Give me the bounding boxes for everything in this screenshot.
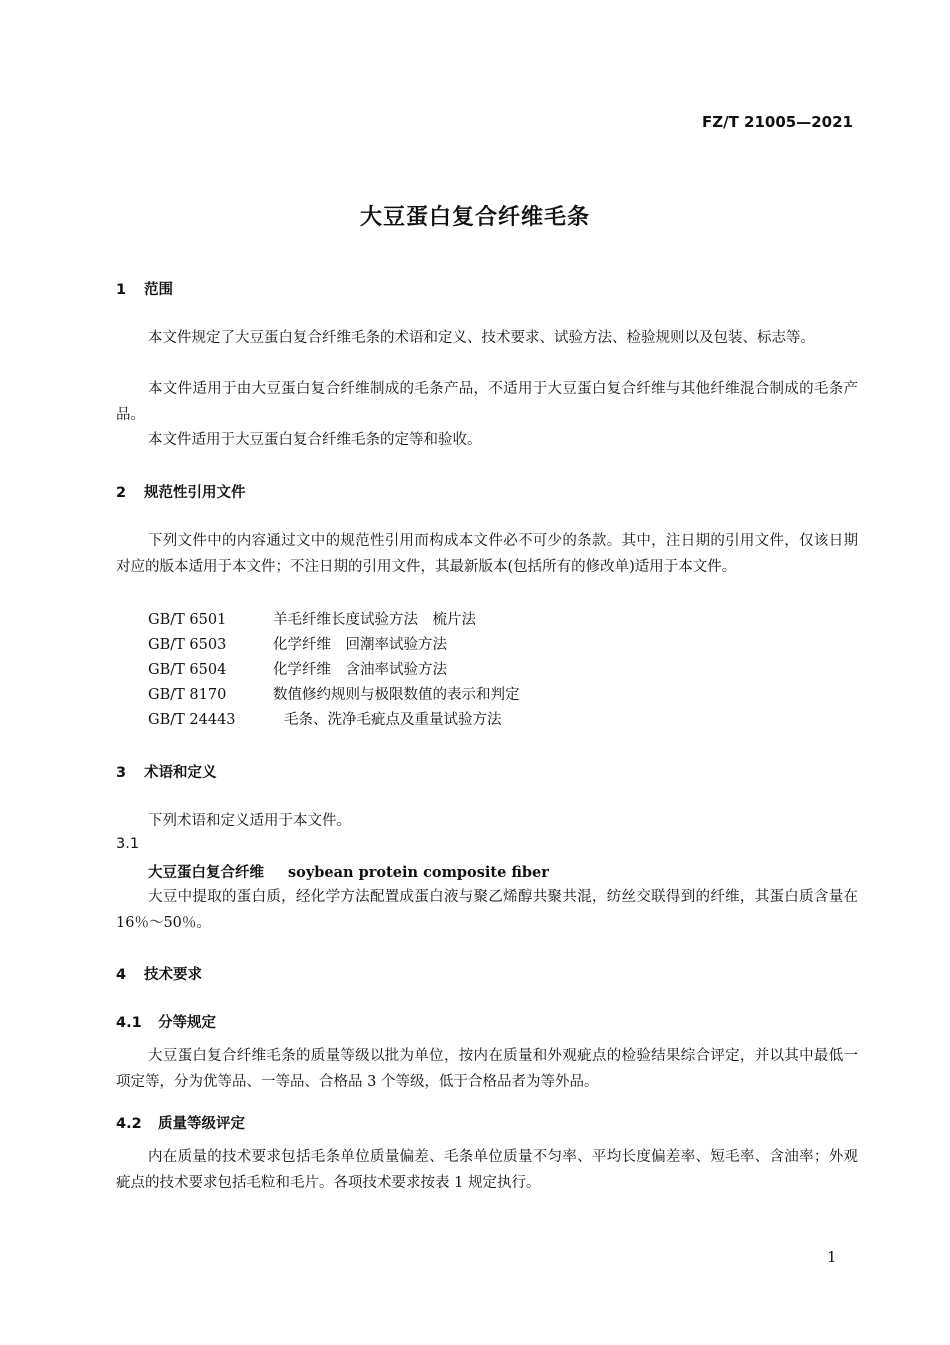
reference-code: GB/T 6503 (148, 637, 227, 653)
paragraph: 下列术语和定义适用于本文件。 (148, 813, 351, 829)
reference-code: GB/T 6501 (148, 612, 227, 628)
section-title: 规范性引用文件 (144, 485, 246, 501)
section-title: 技术要求 (144, 967, 202, 983)
section-1-heading (116, 278, 173, 299)
term-english: soybean protein composite fiber (288, 864, 549, 881)
reference-item (148, 633, 447, 654)
section-number: 1 (116, 282, 127, 298)
reference-item (148, 658, 447, 679)
paragraph: 本文件适用于由大豆蛋白复合纤维制成的毛条产品，不适用于大豆蛋白复合纤维与其他纤维混合制成的毛条产品。 (116, 381, 858, 423)
section-4-heading (116, 963, 202, 984)
reference-item (148, 683, 520, 704)
section-3-heading (116, 761, 217, 782)
section-number: 3 (116, 765, 127, 781)
term-entry (148, 861, 549, 882)
reference-code: GB/T 24443 (148, 712, 236, 728)
reference-title: 化学纤维 含油率试验方法 (273, 662, 447, 678)
section-2-heading (116, 481, 246, 502)
section-title: 术语和定义 (144, 765, 217, 781)
term-chinese: 大豆蛋白复合纤维 (148, 865, 264, 881)
page-number: 1 (827, 1248, 837, 1266)
paragraph: 内在质量的技术要求包括毛条单位质量偏差、毛条单位质量不匀率、平均长度偏差率、短毛率、含油率；外观疵点的技术要求包括毛粒和毛片。各项技术要求按表 1 规定执行。 (116, 1149, 858, 1191)
document-title: 大豆蛋白复合纤维毛条 (359, 205, 590, 230)
subsection-number: 4.2 (116, 1116, 142, 1132)
reference-title: 数值修约规则与极限数值的表示和判定 (273, 687, 520, 703)
paragraph: 大豆蛋白复合纤维毛条的质量等级以批为单位，按内在质量和外观疵点的检验结果综合评定，并以其中最低一项定等，分为优等品、一等品、合格品 3 个等级，低于合格品者为等外品。 (116, 1048, 858, 1090)
reference-title: 毛条、洗净毛疵点及重量试验方法 (284, 712, 502, 728)
subsection-title: 分等规定 (158, 1015, 216, 1031)
subsection-4-2-heading (116, 1112, 245, 1133)
paragraph: 本文件适用于大豆蛋白复合纤维毛条的定等和验收。 (148, 432, 482, 448)
section-number: 2 (116, 485, 127, 501)
subsection-4-1-heading (116, 1011, 216, 1032)
standard-code: FZ/T 21005—2021 (702, 113, 853, 131)
reference-title: 羊毛纤维长度试验方法 梳片法 (273, 612, 476, 628)
section-title: 范围 (144, 282, 173, 298)
reference-code: GB/T 6504 (148, 662, 227, 678)
reference-item (148, 708, 502, 729)
section-number: 4 (116, 967, 127, 983)
reference-code: GB/T 8170 (148, 687, 227, 703)
subsection-title: 质量等级评定 (158, 1116, 245, 1132)
paragraph: 下列文件中的内容通过文中的规范性引用而构成本文件必不可少的条款。其中，注日期的引用文件，仅该日期对应的版本适用于本文件；不注日期的引用文件，其最新版本(包括所有的修改单)适用于本文件。 (116, 533, 858, 575)
subsection-number: 4.1 (116, 1015, 142, 1031)
term-definition: 大豆中提取的蛋白质，经化学方法配置成蛋白液与聚乙烯醇共聚共混，纺丝交联得到的纤维，其蛋白质含量在 16％～50％。 (116, 889, 858, 931)
reference-item (148, 608, 476, 629)
reference-title: 化学纤维 回潮率试验方法 (273, 637, 447, 653)
paragraph: 本文件规定了大豆蛋白复合纤维毛条的术语和定义、技术要求、试验方法、检验规则以及包装、标志等。 (148, 330, 815, 346)
term-number: 3.1 (116, 836, 140, 852)
